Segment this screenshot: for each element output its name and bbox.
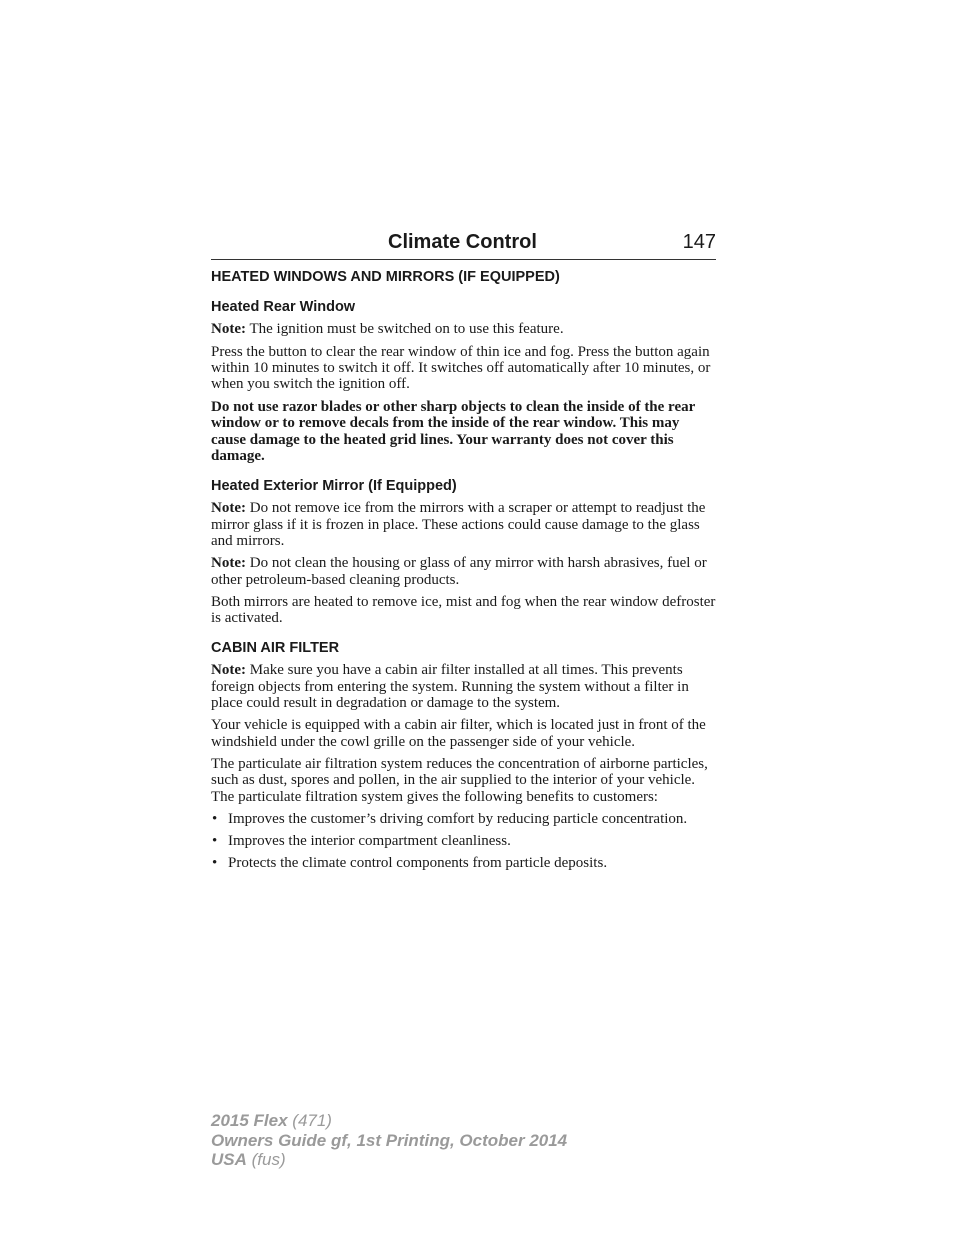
subheading-heated-rear-window: Heated Rear Window (211, 299, 356, 315)
note-label: Note: (211, 662, 246, 679)
list-item: • Protects the climate control components from particle deposits. (212, 855, 608, 872)
cabin-filter-paragraph-2: The particulate air filtration system reduces the concentration of airborne particles, such as dust, spores and pollen, in the air supplied to the interior of your vehicle. The particulate filtration system gives the following benefits to customers: (211, 755, 708, 805)
mirror-note-2 (211, 555, 716, 588)
note-text: Do not remove ice from the mirrors with a scraper or attempt to readjust the mirror glass if it is frozen in place. These actions could cause damage to the glass and mirrors. (211, 500, 706, 549)
rear-window-warning: Do not use razor blades or other sharp objects to clean the inside of the rear window or to remove decals from the inside of the rear window. This may cause damage to the heated grid lines. Your warranty does not cover this damage. (211, 399, 695, 465)
note-text: Do not clean the housing or glass of any mirror with harsh abrasives, fuel or other petroleum-based cleaning products. (211, 555, 707, 588)
page-footer (211, 1111, 567, 1170)
chapter-title: Climate Control (388, 231, 537, 253)
bullet-icon: • (212, 855, 218, 872)
footer-guide-line: Owners Guide gf, 1st Printing, October 2014 (211, 1130, 568, 1150)
subheading-heated-exterior-mirror: Heated Exterior Mirror (If Equipped) (211, 478, 457, 495)
rear-window-note (211, 321, 716, 337)
rear-window-paragraph: Press the button to clear the rear window of thin ice and fog. Press the button again within 10 minutes to switch it off. It switches off automatically after 10 minutes, or when you switch the ignition off. (211, 343, 711, 393)
section-heading-heated-windows: HEATED WINDOWS AND MIRRORS (IF EQUIPPED) (211, 269, 560, 285)
note-label: Note: (211, 321, 246, 337)
note-label: Note: (211, 555, 246, 572)
page-header (211, 228, 716, 260)
benefits-list (211, 811, 716, 872)
note-text: The ignition must be switched on to use this feature. (245, 321, 564, 337)
mirror-note-1 (211, 500, 716, 549)
footer-market-line: USA (fus) (211, 1150, 286, 1169)
note-label: Note: (211, 500, 246, 517)
manual-page (211, 228, 716, 872)
page-number: 147 (682, 231, 716, 253)
list-item: • Improves the customer’s driving comfort by reducing particle concentration. (212, 810, 688, 827)
note-text: Make sure you have a cabin air filter installed at all times. This prevents foreign objects from entering the system. Running the system without a filter in place could result in degradation or damage to the system. (211, 662, 689, 712)
cabin-filter-paragraph-1: Your vehicle is equipped with a cabin air filter, which is located just in front of the windshield under the cowl grille on the passenger side of your vehicle. (211, 717, 706, 750)
mirror-paragraph: Both mirrors are heated to remove ice, mist and fog when the rear window defroster is activated. (211, 593, 716, 627)
section-heading-cabin-air-filter: CABIN AIR FILTER (211, 640, 340, 657)
cabin-filter-note (211, 662, 716, 711)
footer-model-line: 2015 Flex (471) (211, 1111, 332, 1130)
list-item: • Improves the interior compartment cleanliness. (212, 833, 511, 850)
bullet-icon: • (212, 810, 218, 827)
bullet-icon: • (212, 833, 218, 850)
